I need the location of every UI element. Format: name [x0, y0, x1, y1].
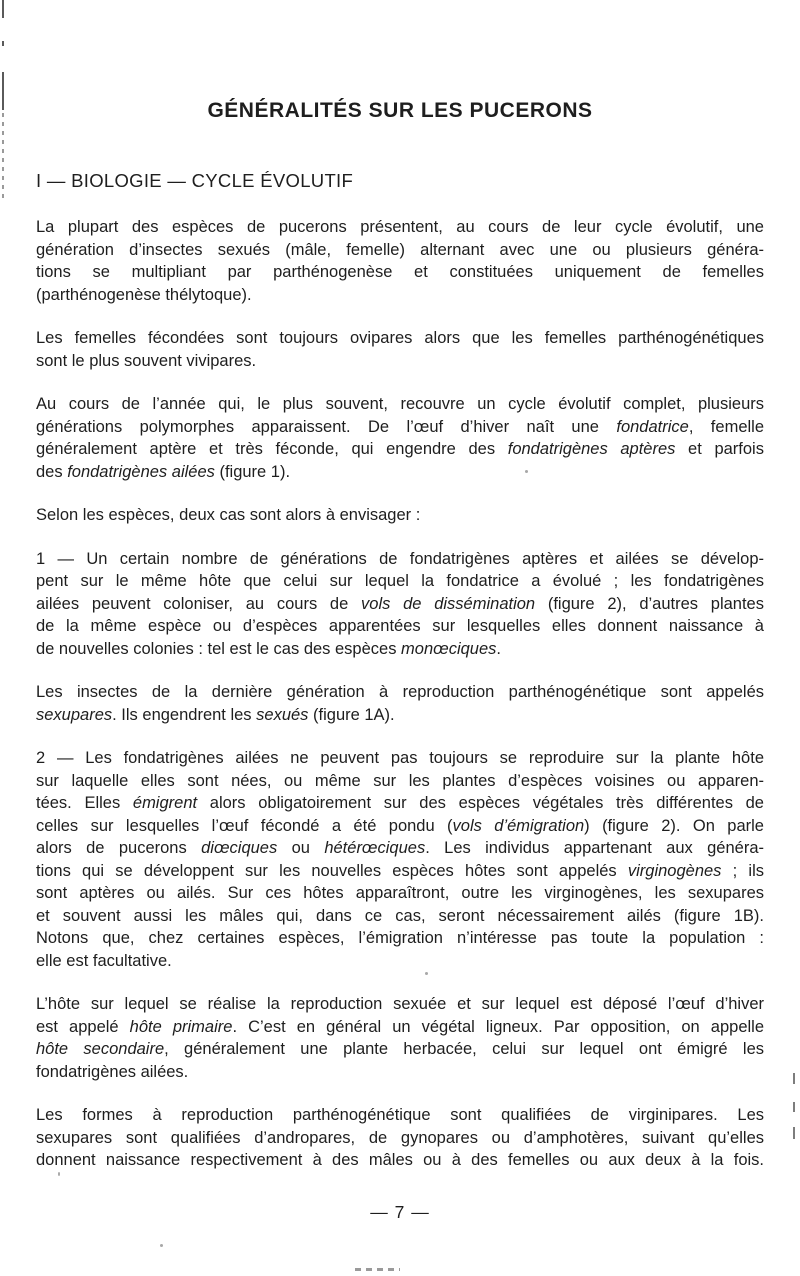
- text-line: [36, 950, 764, 973]
- text-segment: . Ils engendrent les: [112, 705, 257, 724]
- page-title: GÉNÉRALITÉS SUR LES PUCERONS: [207, 99, 593, 122]
- paragraph: [36, 681, 764, 726]
- paragraph: [36, 548, 764, 661]
- page-number: — 7 —: [370, 1202, 430, 1222]
- text-line: [36, 905, 764, 928]
- text-line: [36, 1038, 764, 1061]
- italic-text-segment: monœciques: [401, 639, 497, 658]
- text-segment: .: [496, 639, 502, 658]
- text-segment: des: [36, 462, 68, 481]
- text-line: [36, 704, 764, 727]
- scan-artifact-right-dash: [793, 1127, 795, 1139]
- page-body: [36, 216, 764, 1193]
- text-segment: et parfois: [675, 440, 764, 458]
- italic-text-segment: fondatrigènes aptères: [507, 440, 676, 458]
- text-segment: elle est facultative.: [36, 951, 172, 970]
- text-line: [36, 416, 764, 439]
- text-segment: de nouvelles colonies : tel est le cas des espèces: [36, 639, 402, 658]
- text-segment: sont le plus souvent vivipares.: [36, 351, 257, 370]
- text-line: [36, 927, 764, 950]
- paragraph: [36, 504, 764, 527]
- scan-artifact-right-dash: [793, 1102, 795, 1112]
- scan-artifact-left-line: [2, 113, 4, 201]
- text-line: [36, 216, 764, 239]
- text-segment: (figure 1).: [214, 462, 291, 481]
- italic-text-segment: fondatrice: [616, 417, 689, 436]
- text-segment: (figure 1A).: [308, 705, 395, 724]
- text-segment: Les formes à reproduction parthénogénétique sont qualifiées de virginipares. Les: [36, 1106, 764, 1124]
- text-segment: génération d’insectes sexués (mâle, femelle) alternant avec une ou plusieurs généra-: [36, 240, 764, 259]
- text-segment: donnent naissance respectivement à des mâles ou à des femelles ou aux deux à la fois.: [36, 1151, 764, 1169]
- text-line: [36, 993, 764, 1016]
- text-segment: ) (figure 2). On parle: [584, 816, 764, 835]
- text-line: [36, 350, 764, 373]
- text-line: [36, 504, 764, 527]
- text-line: [36, 770, 764, 793]
- text-segment: tées. Elles: [36, 794, 133, 812]
- text-line: [36, 1061, 764, 1084]
- italic-text-segment: vols d’émigration: [452, 816, 585, 835]
- text-segment: , généralement une plante herbacée, celui sur lequel ont émigré les: [164, 1040, 765, 1058]
- text-segment: 1 — Un certain nombre de générations de fondatrigènes aptères et ailées se dévelop-: [36, 549, 764, 568]
- text-segment: L’hôte sur lequel se réalise la reproduction sexuée et sur lequel est déposé l’œuf d’hiver: [36, 995, 764, 1013]
- paragraph: [36, 216, 764, 306]
- italic-text-segment: diœciques: [201, 839, 278, 857]
- paragraph: [36, 327, 764, 372]
- text-segment: . Les individus appartenant aux généra-: [425, 839, 764, 857]
- text-segment: et souvent aussi les mâles qui, dans ce cas, seront nécessairement ailés (figure 1B).: [36, 906, 764, 925]
- text-line: [36, 615, 764, 638]
- text-segment: Les insectes de la dernière génération à reproduction parthénogénétique sont appelés: [36, 683, 764, 701]
- text-line: [36, 239, 764, 262]
- italic-text-segment: hôte secondaire: [36, 1040, 165, 1058]
- text-segment: La plupart des espèces de pucerons présentent, au cours de leur cycle évolutif, une: [36, 218, 764, 236]
- italic-text-segment: sexupares: [36, 705, 113, 724]
- scan-speck: [160, 1244, 163, 1247]
- text-segment: est appelé: [36, 1017, 130, 1036]
- italic-text-segment: fondatrigènes ailées: [67, 462, 215, 481]
- italic-text-segment: sexués: [256, 705, 309, 724]
- text-segment: celles sur lesquelles l’œuf fécondé a été pondu (: [36, 816, 453, 835]
- text-line: [36, 860, 764, 883]
- paragraph: [36, 747, 764, 972]
- text-segment: tions qui se développent sur les nouvelles espèces hôtes sont appelés: [36, 861, 628, 880]
- italic-text-segment: virginogènes: [627, 861, 722, 880]
- scan-artifact-left-line: [2, 0, 4, 18]
- paragraph: [36, 1104, 764, 1172]
- text-segment: alors obligatoirement sur des espèces végétales très différentes de: [197, 794, 764, 812]
- text-segment: sur laquelle elles sont nées, ou même sur les plantes d’espèces voisines ou apparen-: [36, 771, 764, 790]
- text-line: [36, 815, 764, 838]
- text-segment: ailées peuvent coloniser, au cours de: [36, 594, 362, 613]
- text-segment: alors de pucerons: [36, 839, 202, 857]
- text-line: [36, 1149, 764, 1172]
- text-segment: ; ils: [721, 861, 764, 880]
- text-segment: ou: [277, 839, 325, 857]
- text-segment: , femelle: [688, 417, 764, 436]
- text-line: [36, 1104, 764, 1127]
- paragraph: [36, 393, 764, 483]
- italic-text-segment: vols de dissémination: [361, 594, 536, 613]
- scan-artifact-left-line: [2, 41, 4, 46]
- text-segment: (figure 2), d’autres plantes: [535, 594, 764, 613]
- text-line: [36, 393, 764, 416]
- text-segment: (parthénogenèse thélytoque).: [36, 285, 252, 304]
- text-line: [36, 438, 764, 461]
- scan-artifact-right-dash: [793, 1073, 795, 1084]
- text-line: [36, 747, 764, 770]
- text-line: [36, 548, 764, 571]
- text-segment: Selon les espèces, deux cas sont alors à envisager :: [36, 506, 421, 524]
- text-segment: Les femelles fécondées sont toujours ovipares alors que les femelles parthénogénétiques: [36, 329, 764, 347]
- scan-artifact-bottom-smudge: [355, 1268, 400, 1271]
- text-line: [36, 1016, 764, 1039]
- text-segment: . C’est en général un végétal ligneux. Par opposition, on appelle: [232, 1017, 764, 1036]
- text-segment: générations polymorphes apparaissent. De l’œuf d’hiver naît une: [36, 417, 617, 436]
- text-line: [36, 681, 764, 704]
- text-segment: sexupares sont qualifiées d’andropares, de gynopares ou d’amphotères, suivant qu’elles: [36, 1128, 764, 1147]
- text-line: [36, 837, 764, 860]
- text-line: [36, 327, 764, 350]
- scan-artifact-left-line: [2, 72, 4, 110]
- text-line: [36, 882, 764, 905]
- text-segment: fondatrigènes ailées.: [36, 1062, 189, 1081]
- text-segment: Notons que, chez certaines espèces, l’émigration n’intéresse pas toute la population :: [36, 929, 764, 947]
- text-segment: généralement aptère et très féconde, qui engendre des: [36, 440, 508, 458]
- text-line: [36, 261, 764, 284]
- text-segment: de la même espèce ou d’espèces apparentées sur lesquelles elles donnent naissance à: [36, 617, 764, 635]
- text-segment: pent sur le même hôte que celui sur lequel la fondatrice a évolué ; les fondatrigènes: [36, 572, 764, 590]
- text-line: [36, 792, 764, 815]
- text-line: [36, 593, 764, 616]
- text-line: [36, 461, 764, 484]
- text-line: [36, 570, 764, 593]
- text-line: [36, 1127, 764, 1150]
- text-segment: tions se multipliant par parthénogenèse et constituées uniquement de femelles: [36, 263, 764, 281]
- text-segment: sont aptères ou ailés. Sur ces hôtes apparaîtront, outre les virginogènes, les sexupares: [36, 884, 764, 902]
- italic-text-segment: émigrent: [132, 794, 198, 812]
- text-line: [36, 638, 764, 661]
- section-heading: I — BIOLOGIE — CYCLE ÉVOLUTIF: [36, 170, 354, 191]
- text-line: [36, 284, 764, 307]
- italic-text-segment: hétérœciques: [324, 839, 426, 857]
- italic-text-segment: hôte primaire: [129, 1017, 233, 1036]
- paragraph: [36, 993, 764, 1083]
- text-segment: Au cours de l’année qui, le plus souvent, recouvre un cycle évolutif complet, plusieurs: [36, 395, 764, 413]
- text-segment: 2 — Les fondatrigènes ailées ne peuvent pas toujours se reproduire sur la plante hôte: [36, 749, 764, 767]
